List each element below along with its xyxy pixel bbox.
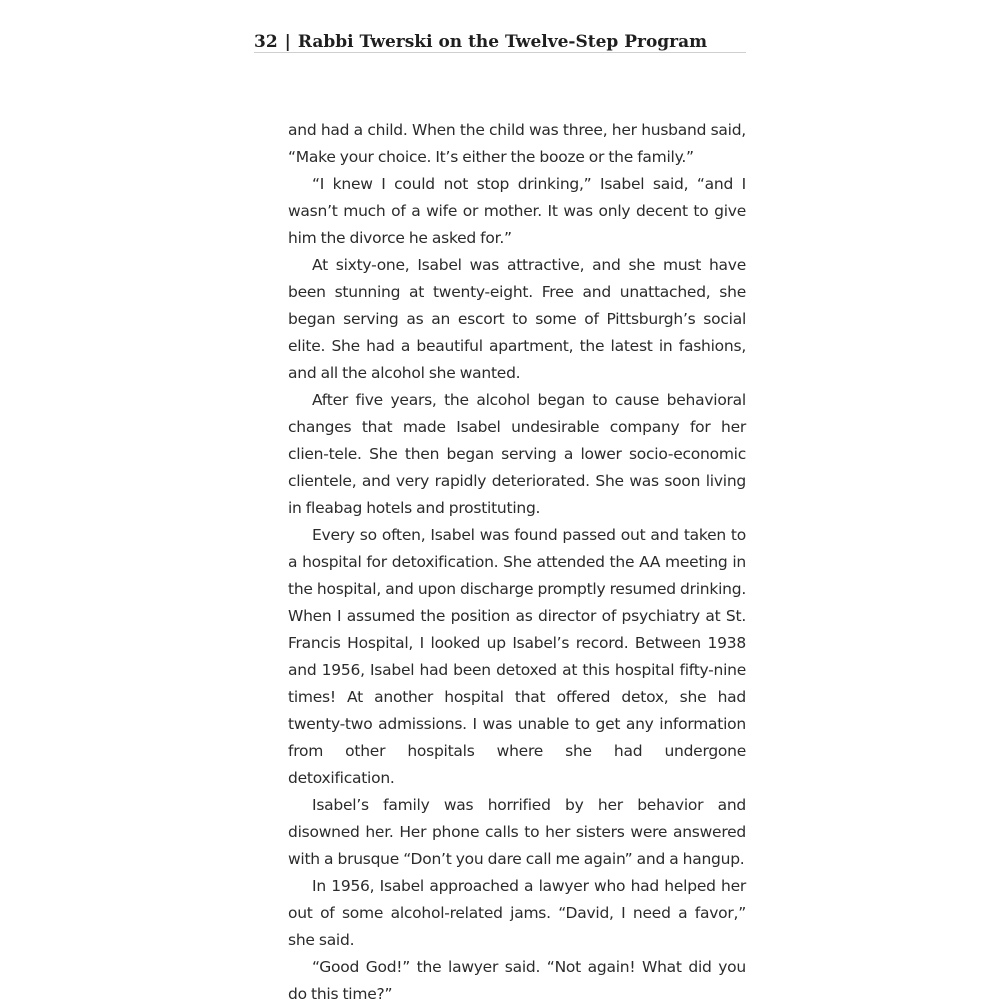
paragraph: Every so often, Isabel was found passed out and taken to a hospital for detoxification. She attended the AA meeting in the hospital, and upon discharge promptly resumed drinking. When I assumed the position as director of psychiatry at St. Francis Hospital, I looked up Isabel’s record. Between 1938 and 1956, Isabel had been detoxed at this hospital fifty-nine times! At another hospital that offered detox, she had twenty-two admissions. I was unable to get any information from other hospitals where she had undergone detoxification. [288, 526, 746, 787]
running-title: Rabbi Twerski on the Twelve-Step Program [297, 32, 708, 52]
header-rule [254, 52, 746, 53]
paragraph: In 1956, Isabel approached a lawyer who had helped her out of some alcohol-related jams. “David, I need a favor,” she said. [288, 877, 746, 949]
paragraph: “I knew I could not stop drinking,” Isabel said, “and I wasn’t much of a wife or mother. It was only decent to give him the divorce he asked for.” [288, 175, 746, 247]
paragraph: Isabel’s family was horrified by her behavior and disowned her. Her phone calls to her sisters were answered with a brusque “Don’t you dare call me again” and a hangup. [288, 796, 746, 868]
paragraph: At sixty-one, Isabel was attractive, and she must have been stunning at twenty-eight. Free and unattached, she began serving as an escort to some of Pittsburgh’s social elite. She had a beautiful apartment, the latest in fashions, and all the alcohol she wanted. [288, 256, 746, 382]
paragraph: After five years, the alcohol began to cause behavioral changes that made Isabel undesirable company for her clien-tele. She then began serving a lower socio-economic clientele, and very rapidly deteriorated. She was soon living in fleabag hotels and prostituting. [288, 391, 746, 517]
running-head [254, 32, 746, 52]
page-number: 32 [254, 32, 278, 52]
body-text [288, 117, 746, 1008]
paragraph: “Good God!” the lawyer said. “Not again! What did you do this time?” [288, 958, 746, 1003]
header-separator: | [284, 32, 291, 52]
paragraph-continued: and had a child. When the child was three, her husband said, “Make your choice. It’s either the booze or the family.” [288, 121, 746, 166]
